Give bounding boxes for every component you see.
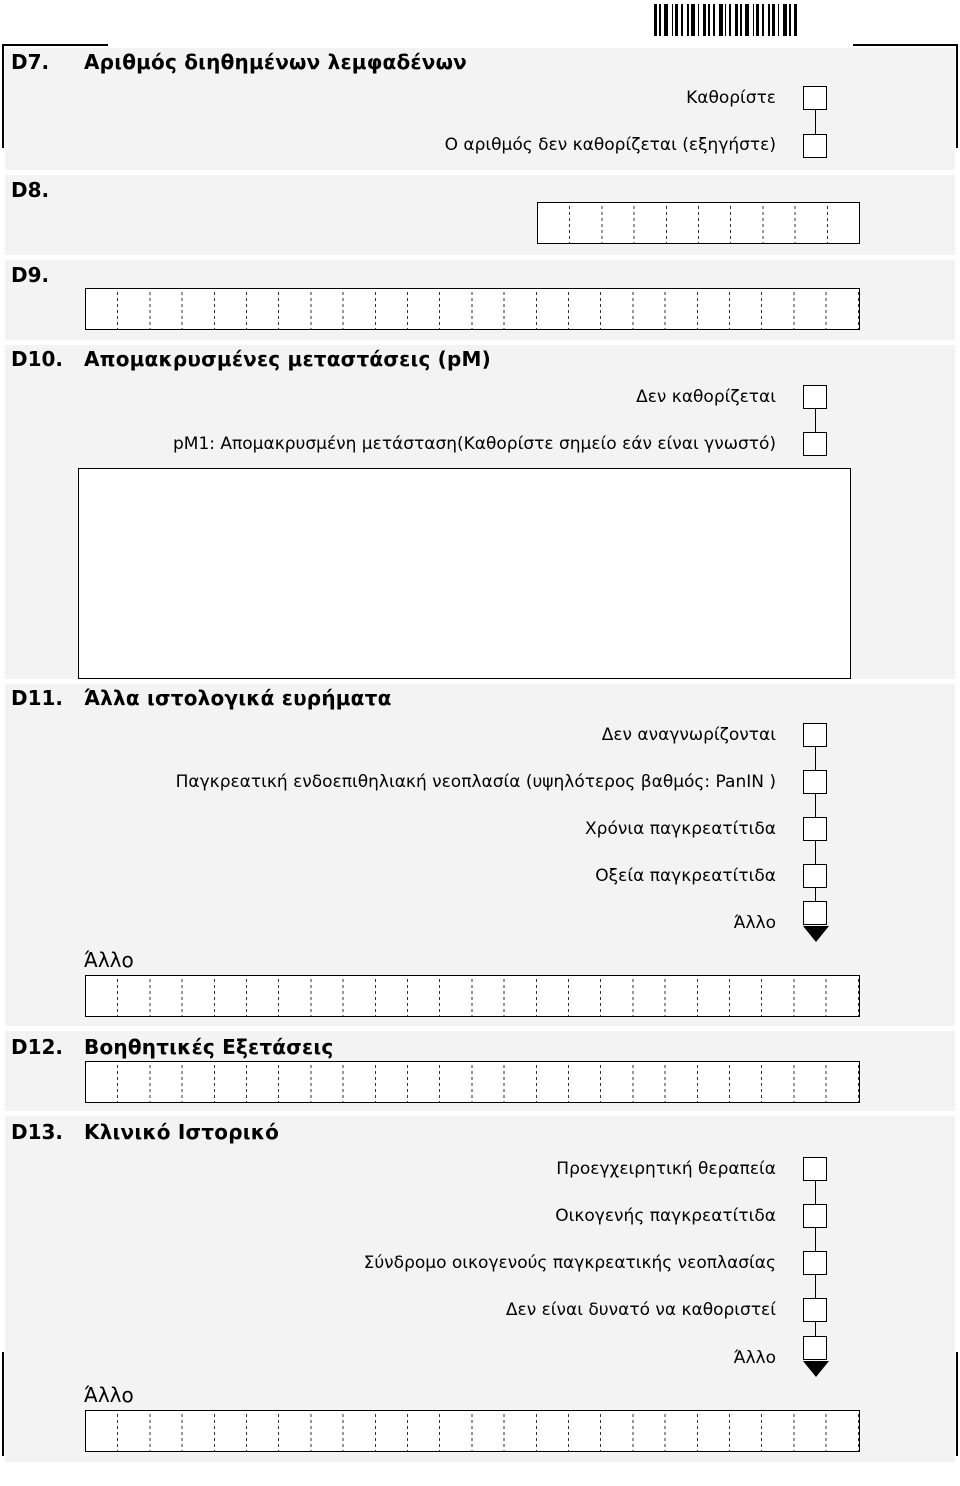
barcode-bar [778,4,779,36]
barcode-bar [675,4,678,36]
barcode-bar [768,4,770,36]
barcode-bar [654,4,657,36]
d13-familial-pancreatitis-checkbox[interactable] [803,1204,827,1228]
d11-other-checkbox[interactable] [803,901,827,925]
d10-option-undetermined-label: Δεν καθορίζεται [636,387,776,407]
barcode-bar [794,4,797,36]
d12-title: Βοηθητικές Εξετάσεις [84,1035,334,1059]
d11-option-chronic-label: Χρόνια παγκρεατίτιδα [585,819,776,839]
d9-number: D9. [11,263,50,287]
d13-title: Κλινικό Ιστορικό [84,1120,280,1144]
d11-option-acute-label: Οξεία παγκρεατίτιδα [595,866,776,886]
d10-undetermined-checkbox[interactable] [803,385,827,409]
barcode-bar [659,4,661,36]
corner-mark-bottom-right-v [956,1352,958,1456]
corner-mark-top-right [853,44,958,46]
barcode-bar [719,4,723,36]
d13-familial-neoplasia-checkbox[interactable] [803,1251,827,1275]
barcode-bar [729,4,731,36]
connector [815,794,816,818]
d7-undetermined-checkbox[interactable] [803,134,827,158]
connector [815,409,816,433]
barcode-bar [698,4,699,36]
d10-title: Απομακρυσμένες μεταστάσεις (pM) [84,347,491,371]
d11-panin-checkbox[interactable] [803,770,827,794]
d13-option-familial-pancreatitis-label: Οικογενής παγκρεατίτιδα [555,1206,776,1226]
barcode-bar [672,4,673,36]
d7-number: D7. [11,50,50,74]
d7-option-specify-label: Καθορίστε [686,88,776,108]
d13-other-arrow-icon [803,1361,829,1377]
d13-other-checkbox[interactable] [803,1336,827,1360]
d13-other-field-label: Άλλο [84,1383,134,1407]
connector [815,888,816,902]
d12-number: D12. [11,1035,64,1059]
barcode-bar [691,4,695,36]
d11-other-input-field[interactable] [85,975,860,1017]
d13-other-input-field[interactable] [85,1410,860,1452]
d10-pm1-checkbox[interactable] [803,432,827,456]
barcode-bar [789,4,791,36]
connector [815,1181,816,1205]
barcode-bar [725,4,726,36]
barcode-bar [762,4,764,36]
d7-title: Αριθμός διηθημένων λεμφαδένων [84,50,467,74]
d13-preop-checkbox[interactable] [803,1157,827,1181]
connector [815,1322,816,1336]
d11-number: D11. [11,686,64,710]
barcode-bar [783,4,787,36]
connector [815,1275,816,1299]
d9-input-field[interactable] [85,288,860,330]
connector [815,841,816,865]
connector [815,747,816,771]
connector [815,110,816,134]
d13-cannot-determine-checkbox[interactable] [803,1298,827,1322]
corner-mark-top-left-v [2,44,4,148]
barcode-bar [745,4,749,36]
barcode-bar [756,4,759,36]
barcode-bar [772,4,775,36]
barcode-bar [708,4,710,36]
barcode-bar [664,4,668,36]
d12-input-field[interactable] [85,1061,860,1103]
barcode-bar [735,4,738,36]
d13-option-preop-label: Προεγχειρητική θεραπεία [556,1159,776,1179]
d11-other-arrow-icon [803,926,829,942]
d11-option-none-label: Δεν αναγνωρίζονται [601,725,776,745]
d11-chronic-checkbox[interactable] [803,817,827,841]
d11-title: Άλλα ιστολογικά ευρήματα [84,686,392,710]
barcode-bar [687,4,689,36]
d11-option-panin-label: Παγκρεατική ενδοεπιθηλιακή νεοπλασία (υψηλότερος βαθμός: PanIN ) [175,772,776,792]
d10-option-pm1-label: pM1: Απομακρυσμένη μετάσταση(Καθορίστε σημείο εάν είναι γνωστό) [173,434,776,454]
d10-pm1-site-textarea[interactable] [78,468,851,679]
corner-mark-top-left [2,44,108,46]
barcode-bar [681,4,683,36]
connector [815,1228,816,1252]
corner-mark-top-right-v [956,44,958,148]
d13-option-other-label: Άλλο [733,1348,776,1368]
d11-acute-checkbox[interactable] [803,864,827,888]
d13-number: D13. [11,1120,64,1144]
d13-option-familial-neoplasia-label: Σύνδρομο οικογενούς παγκρεατικής νεοπλασίας [363,1253,776,1273]
d11-none-checkbox[interactable] [803,723,827,747]
d7-specify-checkbox[interactable] [803,86,827,110]
d13-option-cannot-determine-label: Δεν είναι δυνατό να καθοριστεί [505,1300,776,1320]
d11-option-other-label: Άλλο [733,913,776,933]
barcode [654,4,801,36]
d7-option-undetermined-label: Ο αριθμός δεν καθορίζεται (εξηγήστε) [444,135,776,155]
d8-number: D8. [11,178,50,202]
d8-input-field[interactable] [537,202,860,244]
barcode-bar [703,4,706,36]
barcode-bar [740,4,742,36]
d11-other-field-label: Άλλο [84,948,134,972]
barcode-bar [713,4,715,36]
corner-mark-bottom-left-v [2,1352,4,1456]
barcode-bar [753,4,754,36]
d10-number: D10. [11,347,64,371]
